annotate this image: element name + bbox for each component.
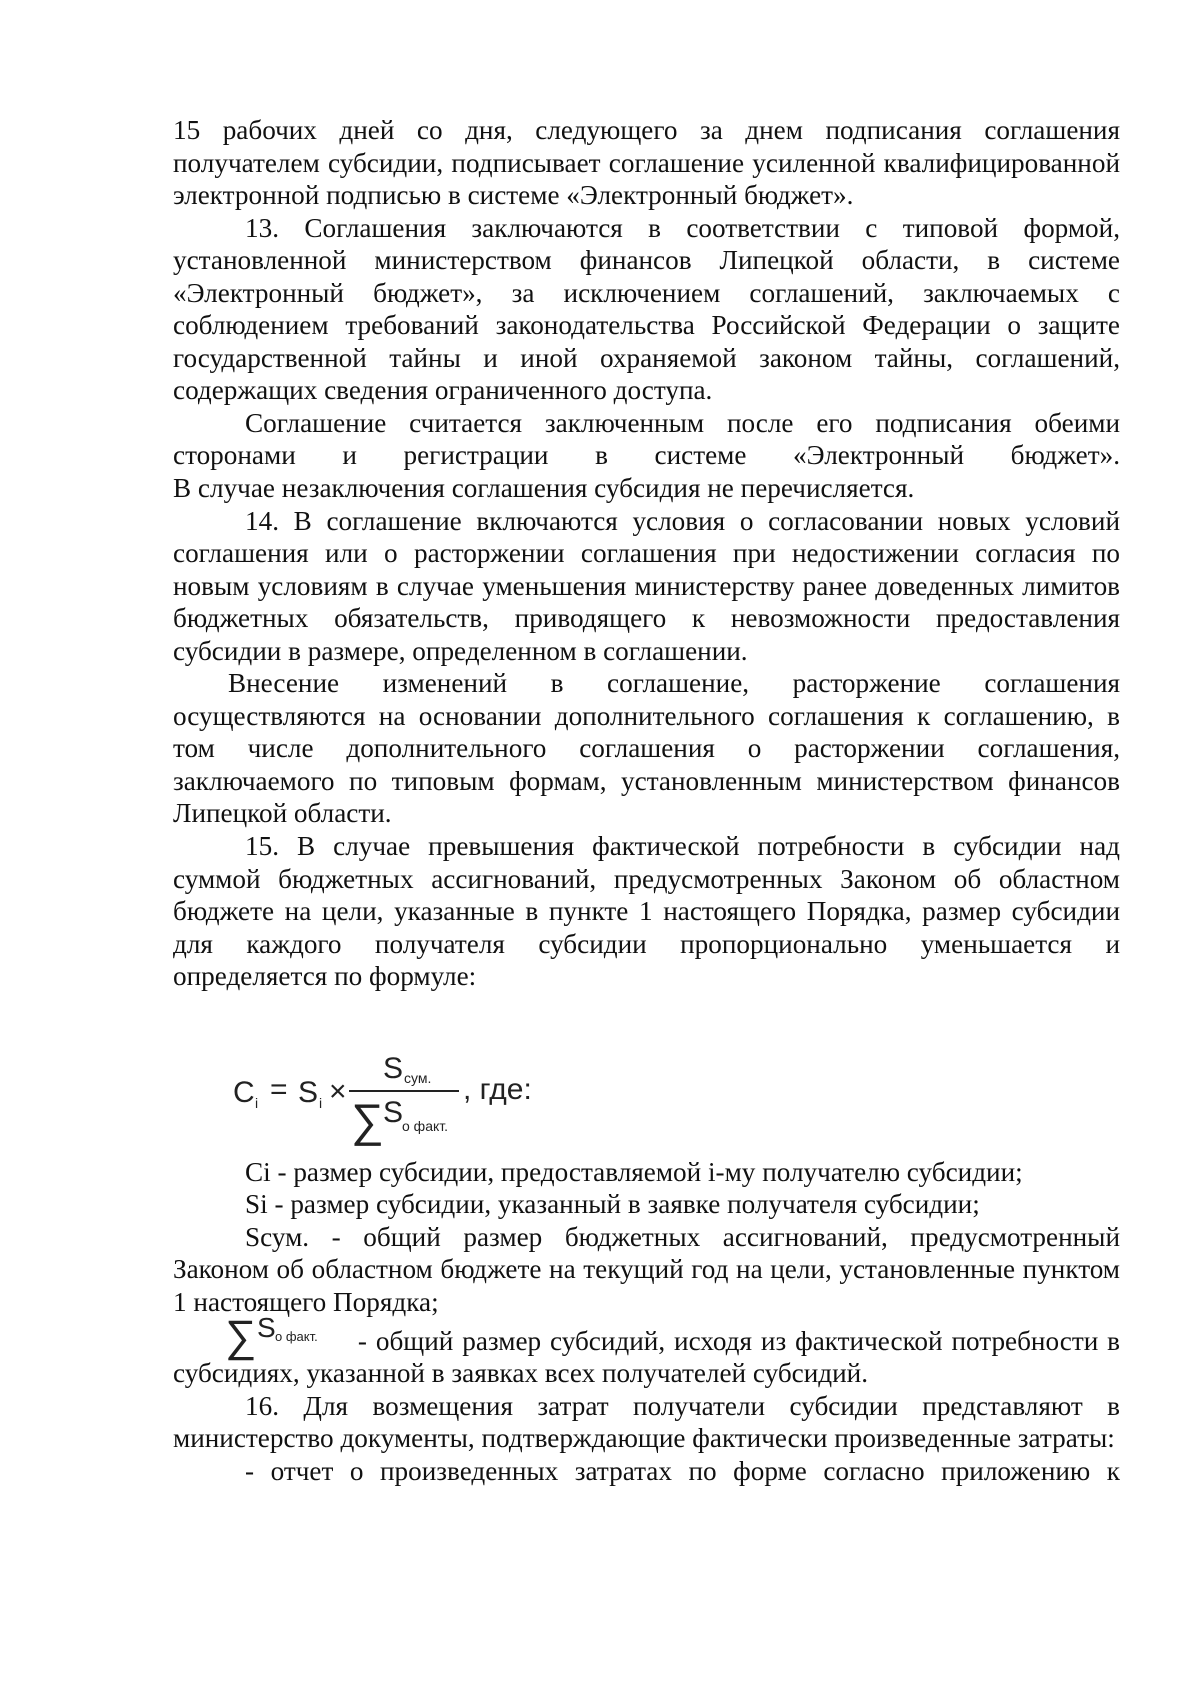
document-page — [173, 114, 1120, 1487]
definition-si: Si - размер субсидии, указанный в заявке получателя субсидии; — [245, 1189, 980, 1220]
formula-denominator-subscript: о факт. — [402, 1117, 449, 1134]
subsidy-formula — [173, 993, 1120, 1156]
paragraph-agreement-concluded: Соглашение считается заключенным после его подписания обеими сторонами и регистрации в системе «Электронный бюджет». — [173, 407, 1120, 471]
formula-equals: = — [270, 1072, 288, 1106]
formula-c-subscript: i — [255, 1094, 259, 1111]
formula-s-subscript: i — [319, 1094, 323, 1111]
paragraph-report: - отчет о произведенных затратах по форме согласно приложению к — [245, 1455, 1120, 1486]
formula-numerator-subscript: сум. — [404, 1069, 432, 1086]
sum-s: S — [257, 1311, 276, 1343]
formula-c: C — [233, 1075, 255, 1109]
definition-scum: Sсум. - общий размер бюджетных ассигнований, предусмотренный Законом об областном бюджете на текущий год на цели, установленные пунктом 1 настоящего Порядка; — [173, 1221, 1120, 1317]
fraction-line — [349, 1090, 459, 1092]
definition-ci: Ci - размер субсидии, предоставляемой i-му получателю субсидии; — [245, 1156, 1023, 1187]
sum-s-fact-symbol — [225, 1311, 349, 1361]
paragraph-subsidy-not-transferred: В случае незаключения соглашения субсидия не перечисляется. — [173, 473, 915, 504]
sum-sigma: ∑ — [225, 1311, 257, 1361]
paragraph-13: 13. Соглашения заключаются в соответствии с типовой формой, установленной министерством финансов Липецкой области, в системе «Электронный бюджет», за исключением соглашений, заключаемых с соблюдением требований законодательства Российской Федерации о защите государственной тайны и иной охраняемой законом тайны, соглашений, содержащих сведения ограниченного доступа. — [173, 212, 1120, 406]
formula-s: S — [298, 1075, 319, 1109]
paragraph-signing-term: 15 рабочих дней со дня, следующего за днем подписания соглашения получателем субсидии, подписывает соглашение усиленной квалифицированной электронной подписью в системе «Электронный бюджет». — [173, 115, 1120, 211]
formula-tail: , где: — [463, 1072, 532, 1106]
formula-times: × — [329, 1074, 347, 1108]
sum-s-subscript: о факт. — [275, 1328, 318, 1344]
paragraph-14: 14. В соглашение включаются условия о согласовании новых условий соглашения или о расторжении соглашения при недостижении согласия по новым условиям в случае уменьшения министерству ранее доведенных лимитов бюджетных обязательств, приводящего к невозможности предоставления субсидии в размере, определенном в соглашении. — [173, 505, 1120, 666]
formula-denominator-s: S — [383, 1095, 404, 1129]
definition-sum-s-fact — [173, 1311, 1120, 1390]
paragraph-16: 16. Для возмещения затрат получатели субсидии представляют в министерство документы, подтверждающие фактически произведенные затраты: — [173, 1390, 1120, 1454]
paragraph-15: 15. В случае превышения фактической потребности в субсидии над суммой бюджетных ассигнований, предусмотренных Законом об областном бюджете на цели, указанные в пункте 1 настоящего Порядка, размер субсидии для каждого получателя субсидии пропорционально уменьшается и определяется по формуле: — [173, 831, 1120, 992]
sum-definition-text: - общий размер субсидий, исходя из фактической потребности в субсидиях, указанной в заявках всех получателей субсидий. — [173, 1325, 1120, 1389]
formula-numerator-s: S — [383, 1051, 404, 1085]
paragraph-amendments: Внесение изменений в соглашение, расторжение соглашения осуществляются на основании дополнительного соглашения к соглашению, в том числе дополнительного соглашения о расторжении соглашения, заключаемого по типовым формам, установленным министерством финансов Липецкой области. — [173, 668, 1120, 829]
formula-sigma: ∑ — [351, 1093, 384, 1146]
